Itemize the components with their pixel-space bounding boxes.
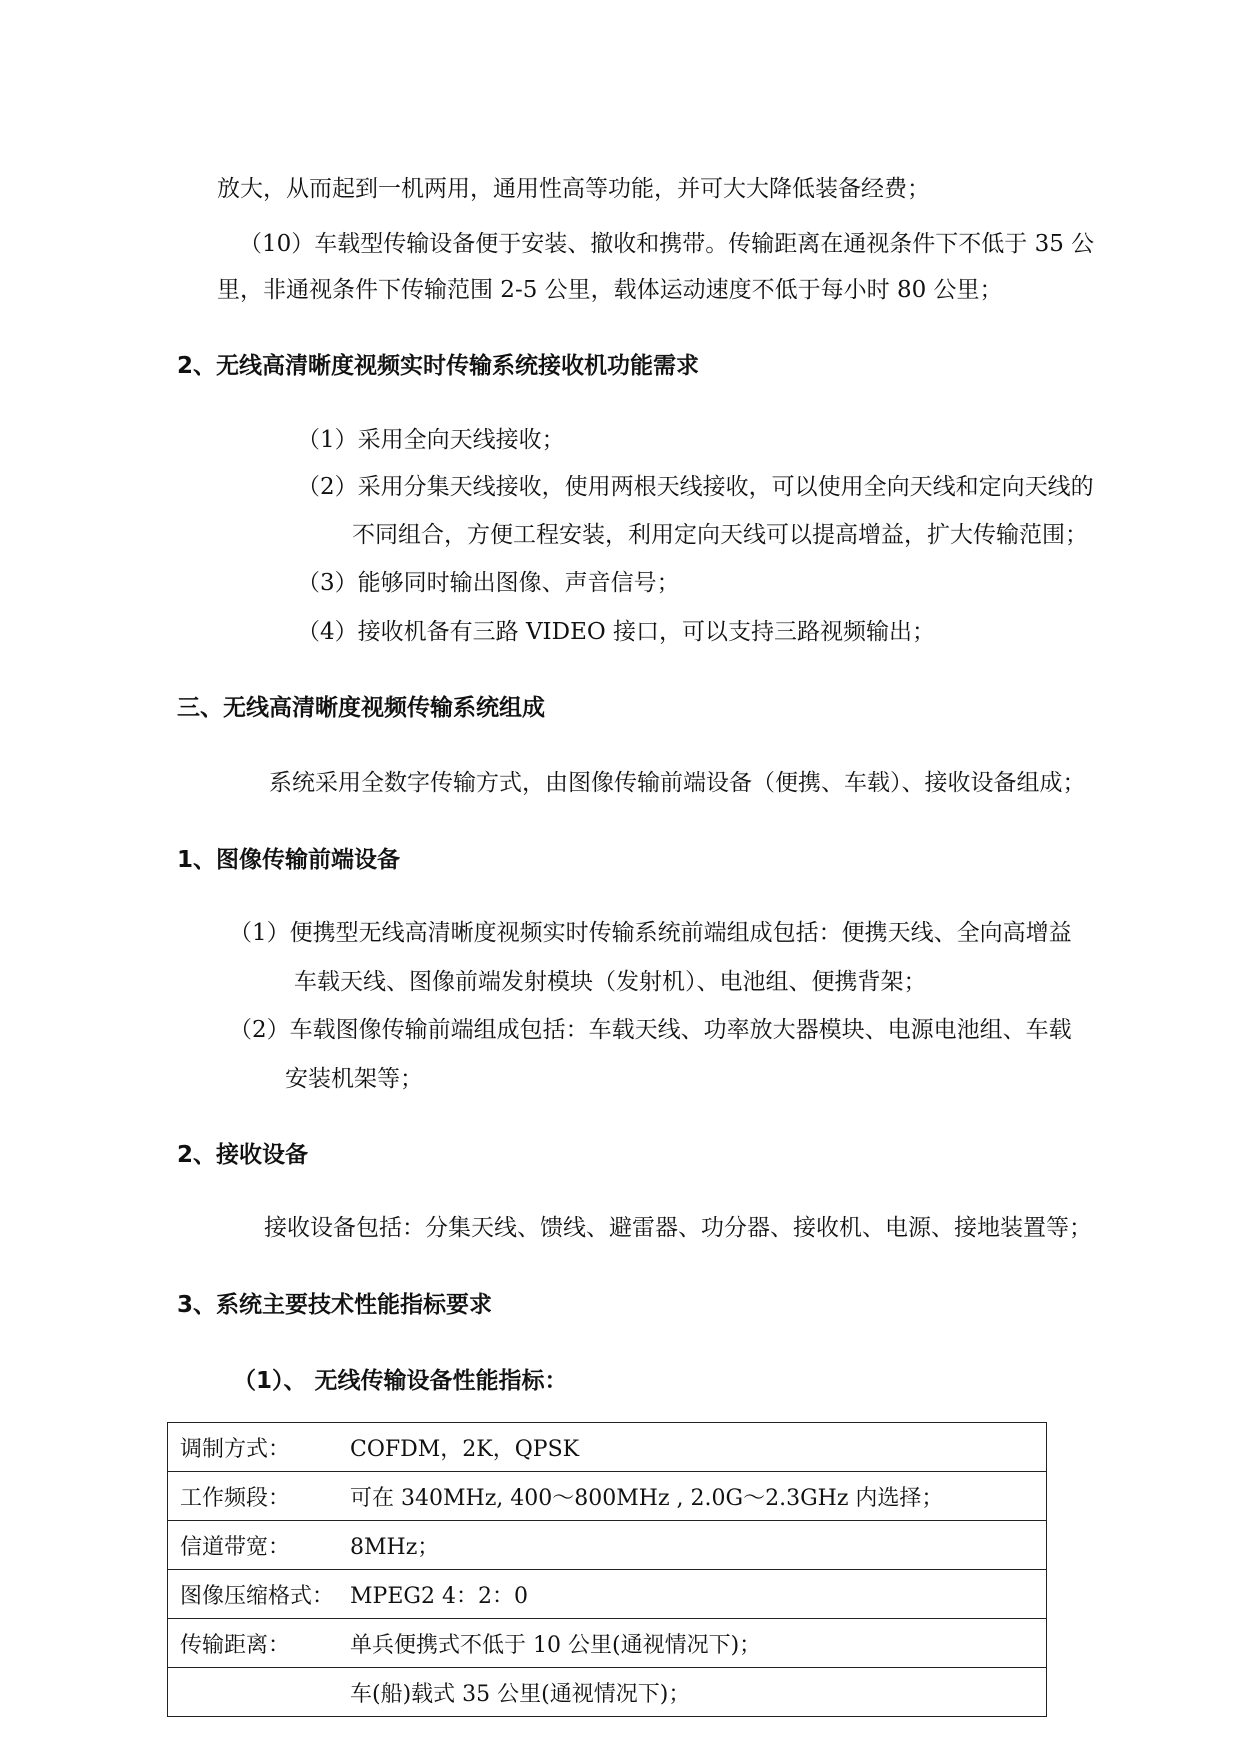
spec-label: 图像压缩格式： [180, 1583, 335, 1609]
spec-value: 可在 340MHz, 400～800MHz , 2.0G～2.3GHz 内选择； [350, 1485, 944, 1511]
list-item-continuation: 车载天线、图像前端发射模块（发射机）、电池组、便携背架； [294, 969, 927, 995]
table-row [168, 1472, 1047, 1521]
list-item: （1）采用全向天线接收； [297, 427, 565, 453]
list-item: （2）采用分集天线接收，使用两根天线接收，可以使用全向天线和定向天线的 [297, 474, 1094, 500]
table-cell [168, 1570, 1047, 1619]
spec-table [167, 1422, 1047, 1717]
section-heading-frontend: 1、图像传输前端设备 [177, 847, 401, 873]
list-item: （3）能够同时输出图像、声音信号； [297, 570, 680, 596]
table-cell [168, 1668, 1047, 1717]
table-cell [168, 1521, 1047, 1570]
spec-label: 调制方式： [180, 1436, 291, 1462]
subheading-wireless-specs: （1）、 无线传输设备性能指标： [233, 1368, 568, 1394]
paragraph-line: （10）车载型传输设备便于安装、撤收和携带。传输距离在通视条件下不低于 35 公 [239, 231, 1095, 257]
table-row [168, 1521, 1047, 1570]
list-item: （1）便携型无线高清晰度视频实时传输系统前端组成包括：便携天线、全向高增益 [229, 920, 1072, 946]
spec-value: COFDM，2K，QPSK [350, 1436, 580, 1462]
section-heading-receiver-function: 2、无线高清晰度视频实时传输系统接收机功能需求 [177, 353, 700, 379]
section-heading-receiver-equipment: 2、接收设备 [177, 1142, 309, 1168]
spec-value: 8MHz； [350, 1534, 440, 1560]
table-row [168, 1668, 1047, 1717]
paragraph-line: 接收设备包括：分集天线、馈线、避雷器、功分器、接收机、电源、接地装置等； [264, 1215, 1092, 1241]
list-item: （4）接收机备有三路 VIDEO 接口，可以支持三路视频输出； [297, 619, 936, 645]
paragraph-line: 系统采用全数字传输方式，由图像传输前端设备（便携、车载）、接收设备组成； [269, 770, 1086, 796]
list-item-continuation: 安装机架等； [285, 1066, 423, 1092]
table-cell [168, 1472, 1047, 1521]
spec-value: 车(船)载式 35 公里(通视情况下)； [350, 1681, 691, 1707]
table-row [168, 1619, 1047, 1668]
table-cell [168, 1423, 1047, 1472]
table-row [168, 1423, 1047, 1472]
table-row [168, 1570, 1047, 1619]
spec-label: 传输距离： [180, 1632, 291, 1658]
spec-value: MPEG2 4：2：0 [350, 1583, 528, 1609]
section-heading-specs: 3、系统主要技术性能指标要求 [177, 1292, 493, 1318]
spec-value: 单兵便携式不低于 10 公里(通视情况下)； [350, 1632, 762, 1658]
spec-label: 工作频段： [180, 1485, 291, 1511]
paragraph-line: 里，非通视条件下传输范围 2-5 公里，载体运动速度不低于每小时 80 公里； [217, 277, 1003, 303]
list-item-continuation: 不同组合，方便工程安装，利用定向天线可以提高增益，扩大传输范围； [352, 522, 1088, 548]
spec-label: 信道带宽： [180, 1534, 291, 1560]
list-item: （2）车载图像传输前端组成包括：车载天线、功率放大器模块、电源电池组、车载 [229, 1017, 1072, 1043]
paragraph-line: 放大，从而起到一机两用，通用性高等功能，并可大大降低装备经费； [217, 176, 930, 202]
table-cell [168, 1619, 1047, 1668]
section-heading-system-composition: 三、无线高清晰度视频传输系统组成 [177, 695, 545, 721]
